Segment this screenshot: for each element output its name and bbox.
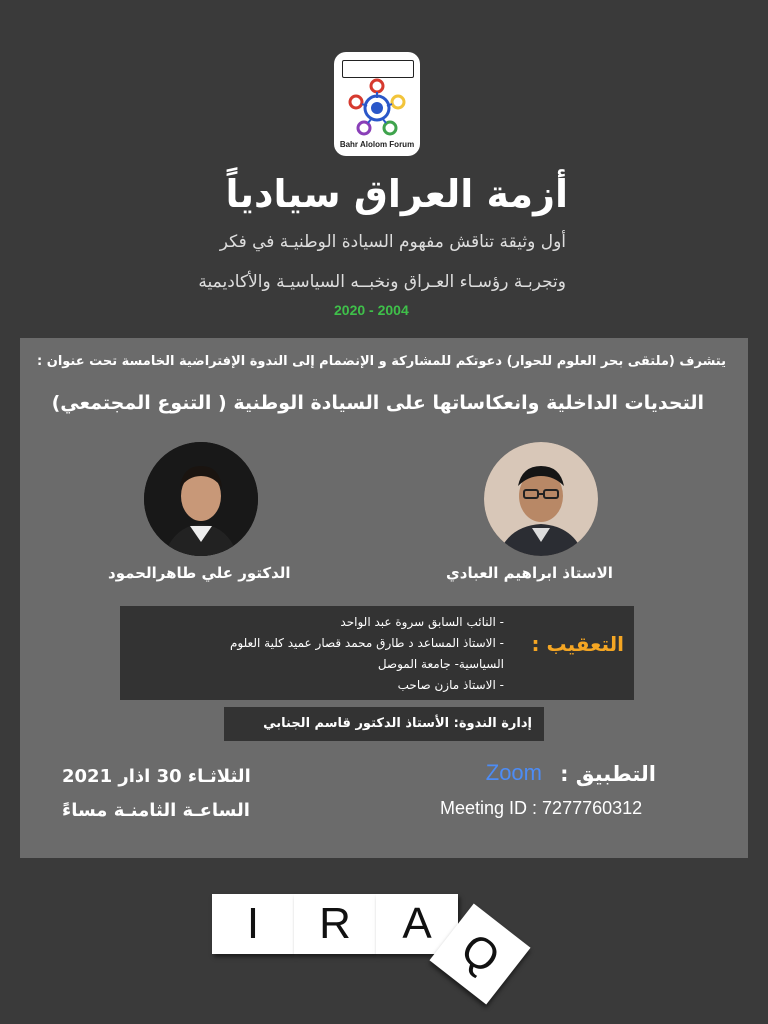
tile-letter: A <box>376 894 458 954</box>
commentary-box <box>120 606 634 700</box>
subtitle-line-2: وتجربـة رؤسـاء العـراق ونخبــه السياسيـة والأكاديمية <box>198 272 566 292</box>
moderator-box <box>224 707 544 741</box>
event-date: الثلاثـاء 30 اذار 2021 <box>62 766 251 787</box>
forum-logo <box>334 52 420 156</box>
commentary-label: التعقيب : <box>531 632 624 656</box>
logo-text: Bahr Alolom Forum <box>339 140 415 149</box>
event-panel <box>20 338 748 858</box>
speaker-right-name: الاستاذ ابراهيم العبادي <box>446 564 613 582</box>
speaker-right-photo <box>484 442 598 556</box>
tile-letter: I <box>212 894 294 954</box>
list-item: - الاستاذ المساعد د طارق محمد قصار عميد كلية العلوم <box>229 636 504 650</box>
logo-emblem-icon <box>342 76 412 140</box>
page-title: أزمة العراق سيادياً <box>225 172 568 216</box>
speaker-portrait-icon <box>144 442 258 556</box>
meeting-id: Meeting ID : 7277760312 <box>440 798 643 818</box>
tile-letter: Q <box>429 903 530 1004</box>
speaker-left-photo <box>144 442 258 556</box>
moderator-text: إدارة الندوة: الأستاذ الدكتور قاسم الجنابي <box>263 716 532 731</box>
years-range: 2020 - 2004 <box>334 302 409 318</box>
invitation-text: يتشرف (ملتقى بحر العلوم للحوار) دعوتكم للمشاركة و الإنضمام إلى الندوة الإفتراضية الخامسة تحت عنوان : <box>37 354 726 369</box>
speaker-portrait-icon <box>484 442 598 556</box>
app-label: التطبيق : <box>560 762 656 786</box>
commentary-list <box>230 612 504 696</box>
list-item: - النائب السابق سروة عبد الواحد <box>340 615 504 629</box>
tile-letter: R <box>294 894 376 954</box>
speaker-left-name: الدكتور علي طاهرالحمود <box>108 564 291 582</box>
list-item: السياسية- جامعة الموصل <box>377 657 504 671</box>
list-item: - الاستاذ مازن صاحب <box>397 678 504 692</box>
subtitle-line-1: أول وثيقة تناقش مفهوم السيادة الوطنيـة في فكر <box>219 232 566 252</box>
seminar-topic: التحديات الداخلية وانعكاساتها على السيادة الوطنية ( التنوع المجتمعي) <box>51 392 704 414</box>
zoom-app-name: Zoom <box>485 760 542 785</box>
event-time: الساعـة الثامنـة مساءً <box>62 800 250 821</box>
